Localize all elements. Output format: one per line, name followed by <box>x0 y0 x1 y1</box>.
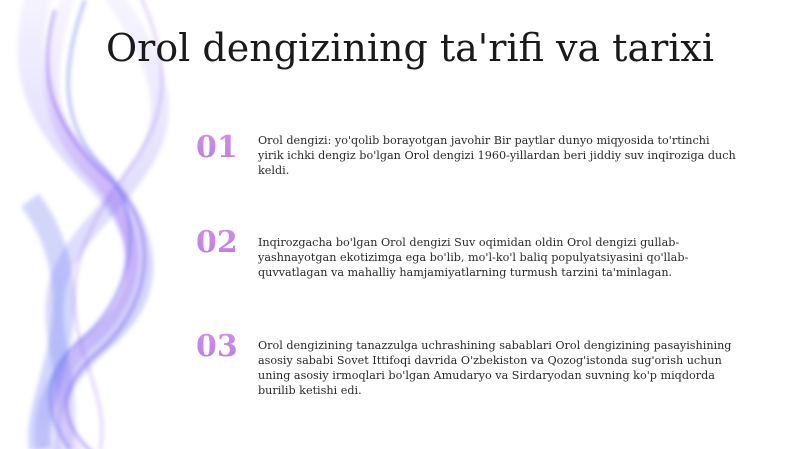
item-number: 01 <box>196 131 258 165</box>
item-text: Orol dengizining tanazzulga uchrashining sabablari Orol dengizining pasayishining asosiy sababi Sovet Ittifoqi davrida O'zbekiston va Qozog'istonda sug'orish uchun uning asosiy irmoqlari bo'lgan Amudaryo va Sirdaryodan suvning ko'p miqdorda burilib ketishi edi. <box>258 339 732 397</box>
item-number: 02 <box>196 226 258 260</box>
item-text: Orol dengizi: yo'qolib borayotgan javohir Bir paytlar dunyo miqyosida to'rtinchi yirik ichki dengiz bo'lgan Orol dengizi 1960-yillardan beri jiddiy suv inqiroziga duch keldi. <box>258 134 736 177</box>
list-item <box>196 330 756 398</box>
list-item <box>196 131 756 178</box>
slide-title: Orol dengizining ta'rifi va tarixi <box>105 26 715 70</box>
list-item <box>196 226 756 280</box>
item-text: Inqirozgacha bo'lgan Orol dengizi Suv oqimidan oldin Orol dengizi gullab-yashnayotgan ekotizimga ega bo'lib, mo'l-ko'l baliq populyatsiyasini qo'llab-quvvatlagan va mahalliy hamjamiyatlarning turmush tarzini ta'minlagan. <box>258 236 689 279</box>
item-number: 03 <box>196 330 258 364</box>
